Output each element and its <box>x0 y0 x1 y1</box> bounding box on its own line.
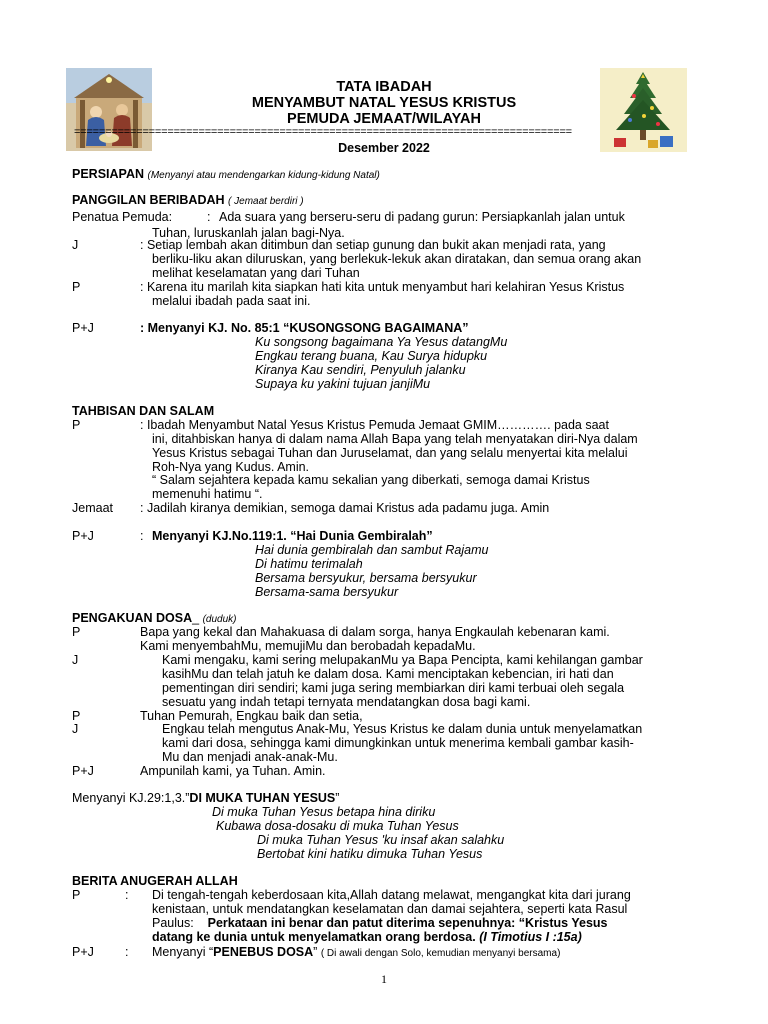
song2-title: Menyanyi KJ.No.119:1. “Hai Dunia Gembiralah” <box>152 529 433 543</box>
song3-line-4: Bertobat kini hatiku dimuka Tuhan Yesus <box>257 847 483 861</box>
pengakuan-row1-line1: Bapa yang kekal dan Mahakuasa di dalam sorga, hanya Engkaulah kebenaran kami. <box>140 625 610 639</box>
song3-line-2: Kubawa dosa-dosaku di muka Tuhan Yesus <box>216 819 459 833</box>
pengakuan-row4-line3: Mu dan menjadi anak-anak-Mu. <box>162 750 338 764</box>
panggilan-speaker-1: Penatua Pemuda: <box>72 210 173 224</box>
berita-pj-text-2: ” <box>313 945 318 959</box>
pengakuan-row3-line1: Tuhan Pemurah, Engkau baik dan setia, <box>140 709 363 723</box>
panggilan-text-2c: melihat keselamatan yang dari Tuhan <box>152 266 360 280</box>
panggilan-text-1-cont: Tuhan, luruskanlah jalan bagi-Nya. <box>152 226 345 240</box>
pengakuan-row2-line3: pementingan diri sendiri; kami juga sering membiarkan diri kami terbuai oleh segala <box>162 681 625 695</box>
tahbisan-p-text-5: “ Salam sejahtera kepada kamu sekalian yang diberkati, semoga damai Kristus <box>152 473 590 487</box>
separator: ================================================================================ <box>74 126 572 138</box>
berita-pj-title: PENEBUS DOSA <box>213 945 314 959</box>
pengakuan-heading: PENGAKUAN DOSA <box>72 611 193 625</box>
berita-pj-text-1: Menyanyi “ <box>152 945 214 959</box>
title-line-3: PEMUDA JEMAAT/WILAYAH <box>287 111 481 127</box>
berita-pj-note: ( Di awali dengan Solo, kemudian menyanyi bersama) <box>320 948 561 959</box>
tahbisan-heading: TAHBISAN DAN SALAM <box>72 404 215 418</box>
berita-p-text-4a: datang ke dunia untuk menyelamatkan orang berdosa. <box>152 930 476 944</box>
pengakuan-underscore: _ <box>192 611 200 625</box>
title-line-1: TATA IBADAH <box>336 79 432 95</box>
song1-line-4: Supaya ku yakini tujuan janjiMu <box>255 377 431 391</box>
song2-line-3: Bersama bersyukur, bersama bersyukur <box>255 571 477 585</box>
pengakuan-note: (duduk) <box>202 614 237 625</box>
tahbisan-j-speaker: Jemaat <box>72 501 113 515</box>
song2-colon: : <box>140 529 144 543</box>
berita-p-text-3a: Paulus: <box>152 916 194 930</box>
berita-p-text-3 <box>152 916 608 930</box>
tahbisan-p-text-3: Yesus Kristus sebagai Tuhan dan Juruselamat, dan yang selalu menyertai kita melalui <box>152 446 628 460</box>
song3-prefix: Menyanyi KJ.29:1,3.” <box>72 791 190 805</box>
pengakuan-speaker-2: J <box>72 653 79 667</box>
tahbisan-p-text-1: : Ibadah Menyambut Natal Yesus Kristus Pemuda Jemaat GMIM…………. pada saat <box>140 418 609 432</box>
pengakuan-row5-line1: Ampunilah kami, ya Tuhan. Amin. <box>140 764 326 778</box>
song3-title-row <box>72 791 339 805</box>
tahbisan-p-text-6: memenuhi hatimu “. <box>152 487 263 501</box>
persiapan <box>72 167 380 181</box>
tahbisan-p-speaker: P <box>72 418 81 432</box>
song1-speaker: P+J <box>72 321 94 335</box>
berita-p-text-4b: (I Timotius I :15a) <box>479 930 582 944</box>
panggilan-heading-row <box>72 193 304 207</box>
title-line-2: MENYAMBUT NATAL YESUS KRISTUS <box>251 95 517 111</box>
pengakuan-row4-line1: Engkau telah mengutus Anak-Mu, Yesus Kristus ke dalam dunia untuk menyelamatkan <box>162 722 643 736</box>
pengakuan-speaker-3: P <box>72 709 81 723</box>
pengakuan-speaker-1: P <box>72 625 81 639</box>
pengakuan-speaker-4: J <box>72 722 79 736</box>
pengakuan-row2-line1: Kami mengaku, kami sering melupakanMu ya Bapa Pencipta, kami kehilangan gambar <box>162 653 643 667</box>
pengakuan-row2-line4: sesuatu yang indah tetapi ternyata mendatangkan dosa bagi kami. <box>162 695 531 709</box>
tahbisan-p-text-2: ini, ditahbiskan hanya di dalam nama Allah Bapa yang telah menyatakan diri-Nya dalam <box>152 432 638 446</box>
song3-suffix: ” <box>335 791 340 805</box>
page-number: 1 <box>381 972 387 986</box>
berita-p-text-3b: Perkataan ini benar dan patut diterima sepenuhnya: “Kristus Yesus <box>207 916 608 930</box>
pengakuan-speaker-5: P+J <box>72 764 94 778</box>
berita-pj-text <box>152 945 560 959</box>
panggilan-heading: PANGGILAN BERIBADAH <box>72 193 225 207</box>
song1-line-2: Engkau terang buana, Kau Surya hidupku <box>255 349 488 363</box>
panggilan-speaker-3: P <box>72 280 81 294</box>
song3-line-3: Di muka Tuhan Yesus 'ku insaf akan salahku <box>257 833 505 847</box>
panggilan-text-2a: : Setiap lembah akan ditimbun dan setiap gunung dan bukit akan menjadi rata, yang <box>140 238 606 252</box>
berita-p-colon: : <box>125 888 129 902</box>
pengakuan-row1-line2: Kami menyembahMu, memujiMu dan berobadah kepadaMu. <box>140 639 476 653</box>
berita-pj-speaker: P+J <box>72 945 94 959</box>
berita-p-text-1: Di tengah-tengah keberdosaan kita,Allah datang melawat, mengangkat kita dari jurang <box>152 888 631 902</box>
pengakuan-row2-line2: kasihMu dan telah jatuh ke dalam dosa. Kami menciptakan kebencian, iri hati dan <box>162 667 614 681</box>
song1-title: : Menyanyi KJ. No. 85:1 “KUSONGSONG BAGAIMANA” <box>140 321 469 335</box>
berita-p-text-2: kenistaan, untuk mendatangkan keselamatan dan damai sejahtera, seperti kata Rasul <box>152 902 628 916</box>
panggilan-text-2b: berliku-liku akan diluruskan, yang berlekuk-lekuk akan diratakan, dan semua orang akan <box>152 252 642 266</box>
berita-p-speaker: P <box>72 888 81 902</box>
berita-heading: BERITA ANUGERAH ALLAH <box>72 874 238 888</box>
tahbisan-p-text-4: Roh-Nya yang Kudus. Amin. <box>152 460 310 474</box>
persiapan-label: PERSIAPAN <box>72 167 145 181</box>
song3-title: DI MUKA TUHAN YESUS <box>189 791 336 805</box>
song2-line-2: Di hatimu terimalah <box>255 557 363 571</box>
pengakuan-row4-line2: kami dari dosa, sehingga kami dimungkinkan untuk menerima kembali gambar kasih- <box>162 736 634 750</box>
berita-p-text-4 <box>152 930 582 944</box>
tahbisan-j-text: : Jadilah kiranya demikian, semoga damai Kristus ada padamu juga. Amin <box>140 501 550 515</box>
panggilan-text-3b: melalui ibadah pada saat ini. <box>152 294 311 308</box>
panggilan-colon-1: : <box>207 210 211 224</box>
song1-line-3: Kiranya Kau sendiri, Penyuluh jalanku <box>255 363 466 377</box>
panggilan-text-1: Ada suara yang berseru-seru di padang gurun: Persiapkanlah jalan untuk <box>219 210 625 224</box>
song1-line-1: Ku songsong bagaimana Ya Yesus datangMu <box>255 335 508 349</box>
song3-line-1: Di muka Tuhan Yesus betapa hina diriku <box>212 805 436 819</box>
date: Desember 2022 <box>338 141 430 155</box>
panggilan-text-3a: : Karena itu marilah kita siapkan hati kita untuk menyambut hari kelahiran Yesus Kristus <box>140 280 625 294</box>
berita-pj-colon: : <box>125 945 129 959</box>
persiapan-note: (Menyanyi atau mendengarkan kidung-kidung Natal) <box>147 170 380 181</box>
pengakuan-heading-row <box>72 611 237 625</box>
panggilan-speaker-2: J <box>72 238 79 252</box>
panggilan-note: ( Jemaat berdiri ) <box>228 196 304 207</box>
song2-speaker: P+J <box>72 529 94 543</box>
song2-line-1: Hai dunia gembiralah dan sambut Rajamu <box>255 543 489 557</box>
song2-line-4: Bersama-sama bersyukur <box>255 585 399 599</box>
